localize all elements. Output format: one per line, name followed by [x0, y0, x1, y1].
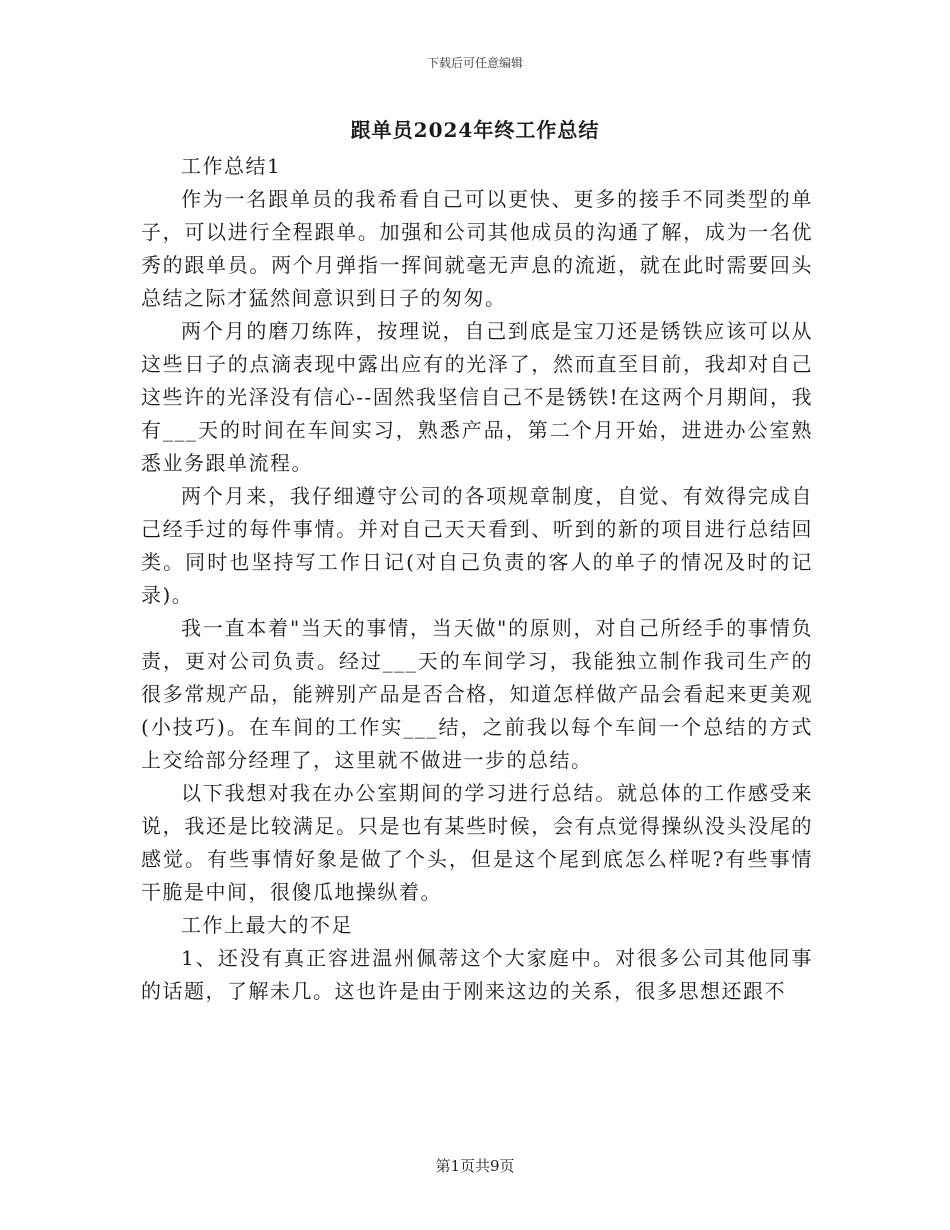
document-body: [141, 150, 813, 1008]
section-heading: 工作上最大的不足: [181, 913, 353, 937]
body-paragraph: 两个月的磨刀练阵，按理说，自己到底是宝刀还是锈铁应该可以从这些日子的点滴表现中露出应有的光泽了，然而直至目前，我却对自己这些许的光泽没有信心--固然我坚信自己不是锈铁!在这两个月期间，我有___天的时间在车间实习，熟悉产品，第二个月开始，进进办公室熟悉业务跟单流程。: [141, 319, 813, 475]
section-heading: 工作总结1: [181, 154, 282, 178]
document-title: 跟单员2024年终工作总结: [350, 118, 600, 142]
body-paragraph: 以下我想对我在办公室期间的学习进行总结。就总体的工作感受来说，我还是比较满足。只是也有某些时候，会有点觉得操纵没头没尾的感觉。有些事情好象是做了个头，但是这个尾到底怎么样呢?有些事情干脆是中间，很傻瓜地操纵着。: [141, 781, 813, 904]
body-paragraph: 我一直本着"当天的事情，当天做"的原则，对自己所经手的事情负责，更对公司负责。经过___天的车间学习，我能独立制作我司生产的很多常规产品，能辨别产品是否合格，知道怎样做产品会看起来更美观(小技巧)。在车间的工作实___结，之前我以每个车间一个总结的方式上交给部分经理了，这里就不做进一步的总结。: [141, 616, 813, 772]
header-note: 下载后可任意编辑: [426, 56, 523, 70]
body-paragraph: 作为一名跟单员的我希看自己可以更快、更多的接手不同类型的单子，可以进行全程跟单。加强和公司其他成员的沟通了解，成为一名优秀的跟单员。两个月弹指一挥间就毫无声息的流逝，就在此时需要回头总结之际才猛然间意识到日子的匆匆。: [141, 187, 813, 310]
body-paragraph: 1、还没有真正容进温州佩蒂这个大家庭中。对很多公司其他同事的话题，了解未几。这也许是由于刚来这边的关系，很多思想还跟不: [141, 946, 813, 1003]
body-paragraph: 两个月来，我仔细遵守公司的各项规章制度，自觉、有效得完成自己经手过的每件事情。并对自己天天看到、听到的新的项目进行总结回类。同时也坚持写工作日记(对自己负责的客人的单子的情况及时的记录)。: [141, 484, 813, 607]
page-number: 第1页共9页: [435, 1157, 515, 1175]
